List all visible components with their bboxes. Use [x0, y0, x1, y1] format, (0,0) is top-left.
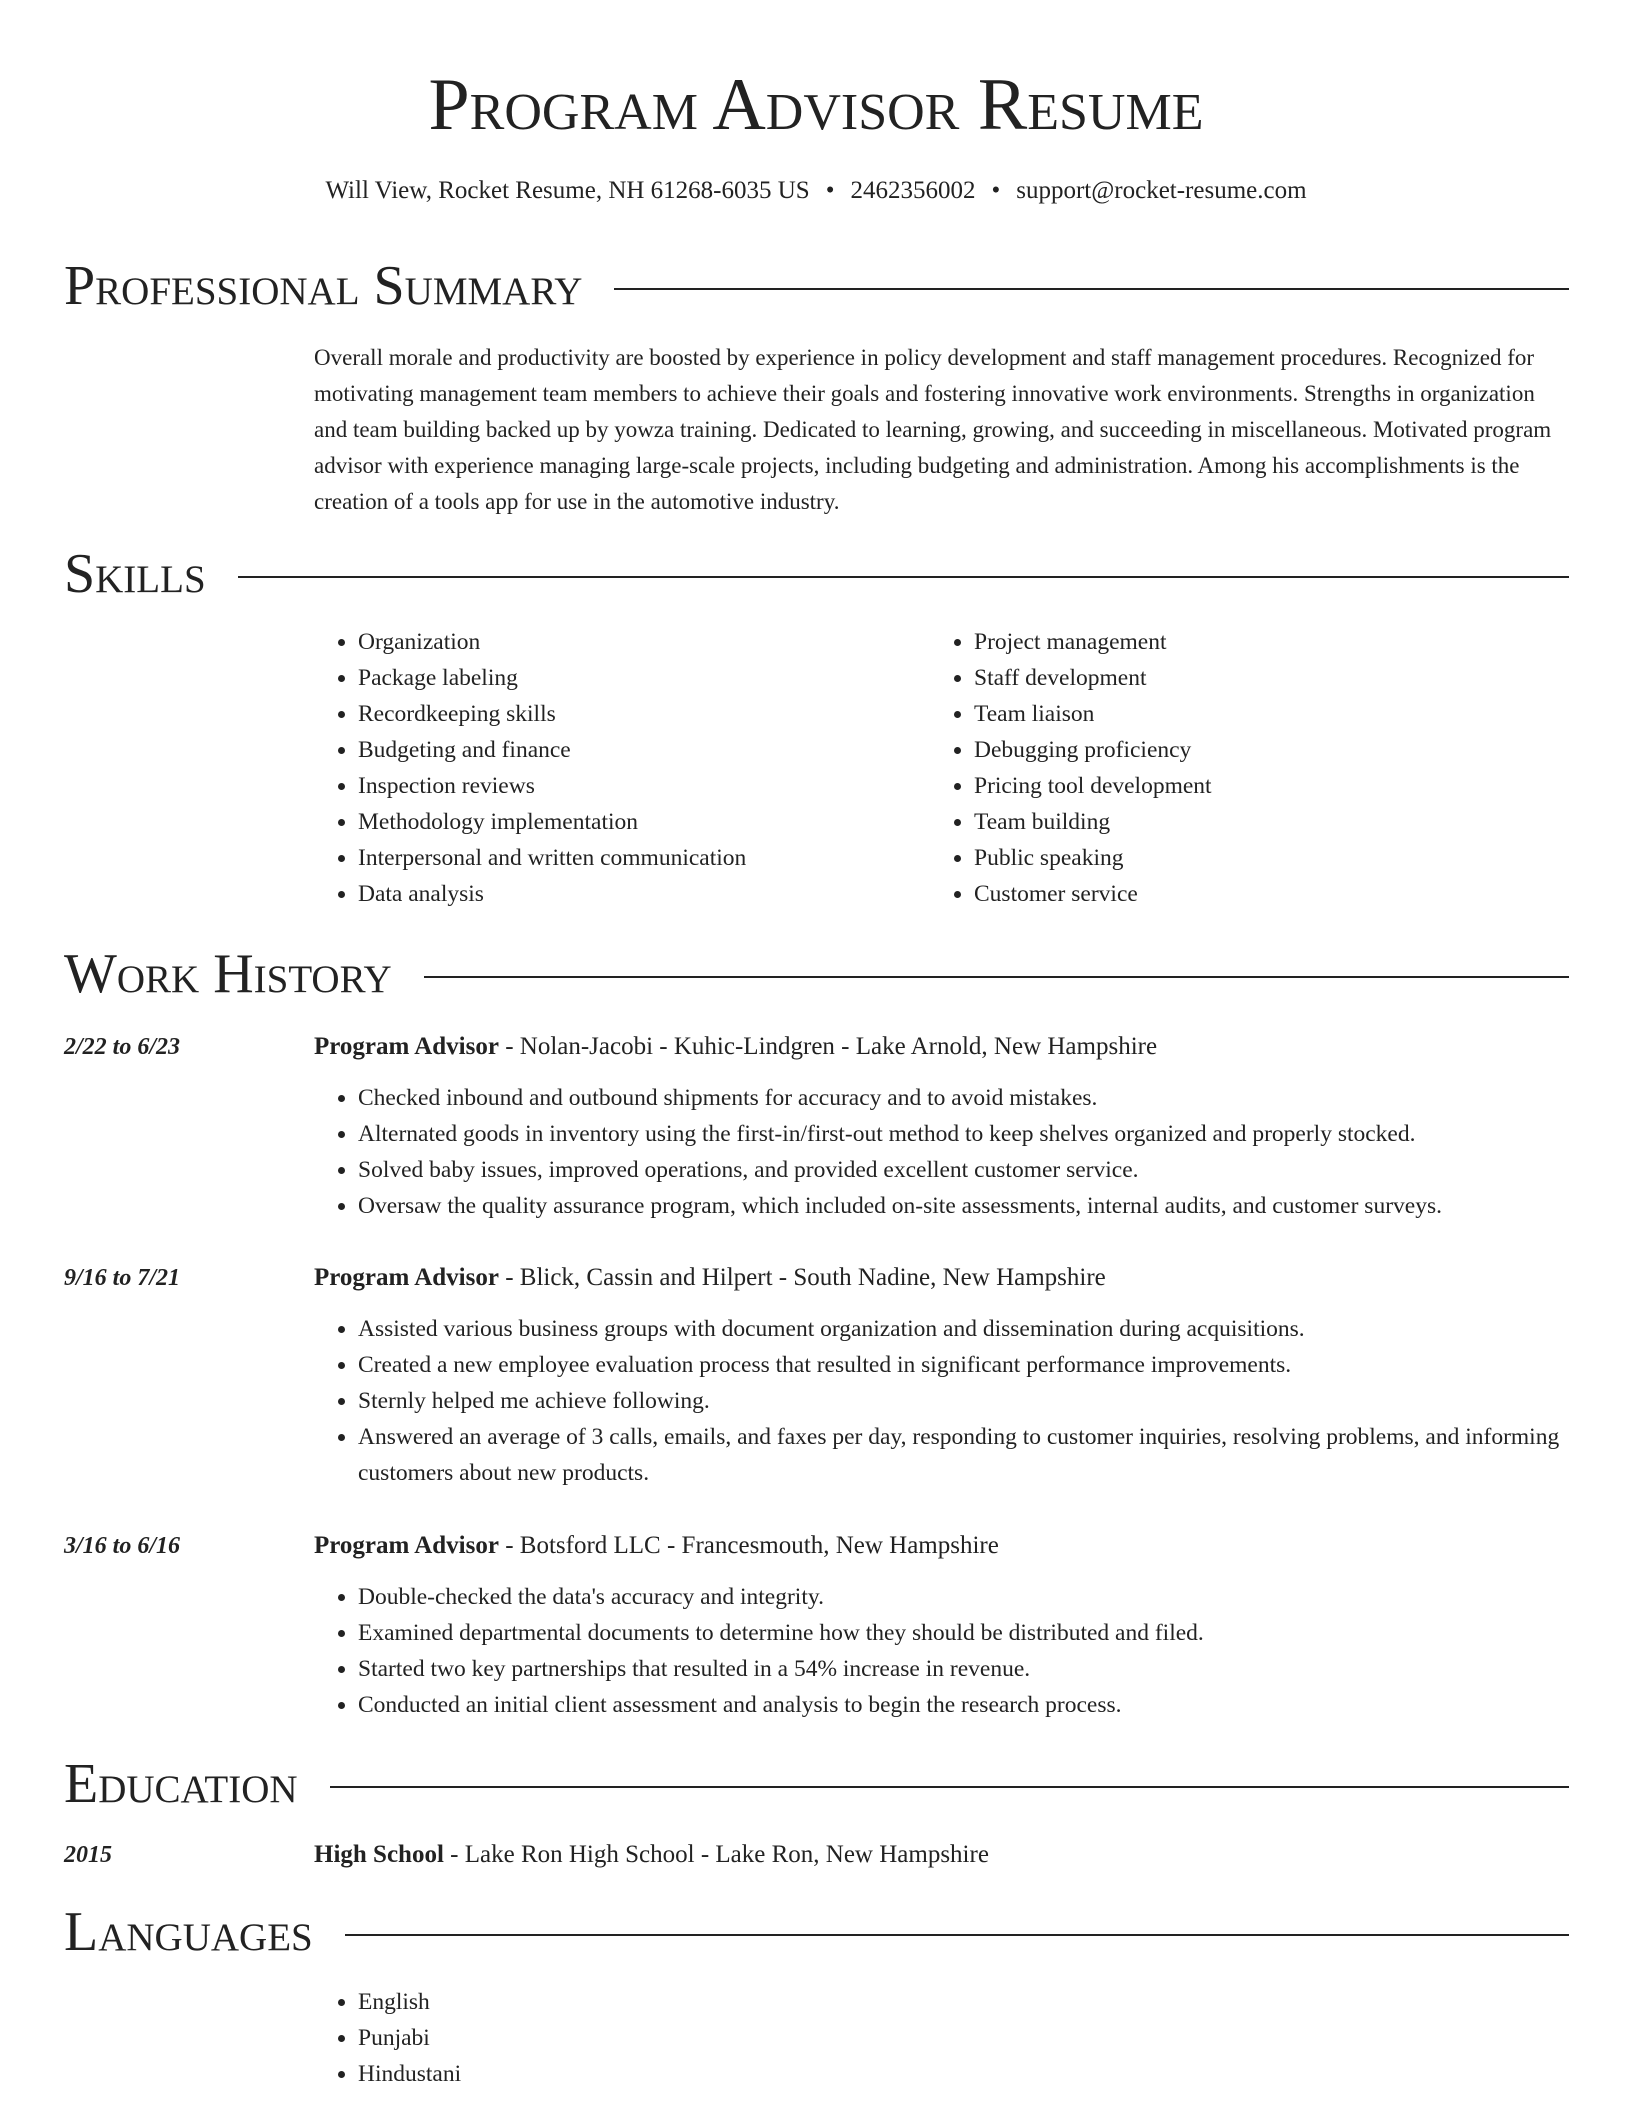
job-bullet: • Created a new employee evaluation process that resulted in significant performance improvements. [358, 1347, 1613, 1383]
education-year: 2015 [64, 1842, 112, 1868]
contact-separator: • [991, 177, 1001, 204]
skill-item: • Budgeting and finance [358, 732, 918, 768]
job-bullet: • Sternly helped me achieve following. [358, 1383, 1613, 1419]
job-dates: 2/22 to 6/23 [64, 1034, 181, 1060]
work-section-title: Work History [64, 943, 392, 1005]
skill-item: • Interpersonal and written communication [358, 840, 918, 876]
skill-item: • Data analysis [358, 876, 918, 912]
job-bullets [314, 1579, 1613, 1723]
education-details: - Lake Ron High School - Lake Ron, New Hampshire [443, 1841, 989, 1868]
contact-address: Will View, Rocket Resume, NH 61268-6035 US [325, 177, 810, 204]
section-divider [330, 1786, 1569, 1788]
skill-item: • Staff development [974, 660, 1534, 696]
skills-section-header [64, 542, 1569, 606]
section-divider [614, 288, 1569, 290]
job-bullet: • Solved baby issues, improved operations, and provided excellent customer service. [358, 1152, 1613, 1188]
skills-section-title: Skills [64, 543, 206, 605]
job-bullet: • Conducted an initial client assessment and analysis to begin the research process. [358, 1687, 1613, 1723]
skill-item: • Organization [358, 624, 918, 660]
languages-list [314, 1984, 958, 2092]
education-degree: High School [314, 1841, 444, 1868]
skill-item: • Recordkeeping skills [358, 696, 918, 732]
contact-phone: 2462356002 [850, 177, 976, 204]
work-section-header [64, 942, 1569, 1006]
section-divider [424, 976, 1569, 978]
skill-item: • Inspection reviews [358, 768, 918, 804]
job-details: - Blick, Cassin and Hilpert - South Nadine, New Hampshire [498, 1264, 1106, 1291]
language-item: • Punjabi [358, 2020, 958, 2056]
job-bullets [314, 1311, 1613, 1491]
education-section-header [64, 1752, 1569, 1816]
job-dates: 3/16 to 6/16 [64, 1533, 181, 1559]
skill-item: • Debugging proficiency [974, 732, 1534, 768]
skill-item: • Team liaison [974, 696, 1534, 732]
education-section-title: Education [64, 1753, 298, 1815]
job-title: Program Advisor [314, 1033, 499, 1060]
contact-email: support@rocket-resume.com [1016, 177, 1307, 204]
job-bullets [314, 1080, 1613, 1224]
job-bullet: • Checked inbound and outbound shipments for accuracy and to avoid mistakes. [358, 1080, 1613, 1116]
skill-item: • Public speaking [974, 840, 1534, 876]
job-dates: 9/16 to 7/21 [64, 1265, 181, 1291]
job-title: Program Advisor [314, 1532, 499, 1559]
contact-separator: • [825, 177, 835, 204]
education-entry [314, 1840, 989, 1870]
summary-section-header [64, 254, 1569, 318]
resume-title: Program Advisor Resume [428, 64, 1204, 146]
skills-list-left [314, 624, 918, 912]
languages-section-header [64, 1900, 1569, 1964]
job-bullet: • Double-checked the data's accuracy and integrity. [358, 1579, 1613, 1615]
job-bullet: • Answered an average of 3 calls, emails, and faxes per day, responding to customer inquiries, resolving problems, and informing customers about new products. [358, 1419, 1613, 1491]
job-heading [314, 1032, 1157, 1062]
languages-section-title: Languages [64, 1901, 313, 1963]
skill-item: • Methodology implementation [358, 804, 918, 840]
skill-item: • Team building [974, 804, 1534, 840]
job-details: - Botsford LLC - Francesmouth, New Hampshire [498, 1532, 999, 1559]
language-item: • English [358, 1984, 958, 2020]
job-details: - Nolan-Jacobi - Kuhic-Lindgren - Lake Arnold, New Hampshire [498, 1033, 1158, 1060]
section-divider [238, 576, 1569, 578]
job-bullet: • Alternated goods in inventory using the first-in/first-out method to keep shelves organized and properly stocked. [358, 1116, 1613, 1152]
job-bullet: • Assisted various business groups with document organization and dissemination during acquisitions. [358, 1311, 1613, 1347]
summary-section-title: Professional Summary [64, 255, 583, 317]
job-bullet: • Oversaw the quality assurance program, which included on-site assessments, internal audits, and customer surveys. [358, 1188, 1613, 1224]
skill-item: • Pricing tool development [974, 768, 1534, 804]
job-heading [314, 1531, 999, 1561]
section-divider [345, 1934, 1569, 1936]
job-title: Program Advisor [314, 1264, 499, 1291]
job-heading [314, 1263, 1106, 1293]
skill-item: • Package labeling [358, 660, 918, 696]
summary-text: Overall morale and productivity are boosted by experience in policy development and staff management procedures. Recognized for motivating management team members to achieve their goals and fostering innovative work environments. Strengths in organization and team building backed up by yowza training. Dedicated to learning, growing, and succeeding in miscellaneous. Motivated program advisor with experience managing large-scale projects, including budgeting and administration. Among his accomplishments is the creation of a tools app for use in the automotive industry. [314, 345, 1552, 514]
skills-list-right [930, 624, 1534, 912]
language-item: • Hindustani [358, 2056, 958, 2092]
skill-item: • Project management [974, 624, 1534, 660]
skill-item: • Customer service [974, 876, 1534, 912]
job-bullet: • Examined departmental documents to determine how they should be distributed and filed. [358, 1615, 1613, 1651]
contact-line [0, 176, 1632, 206]
job-bullet: • Started two key partnerships that resulted in a 54% increase in revenue. [358, 1651, 1613, 1687]
